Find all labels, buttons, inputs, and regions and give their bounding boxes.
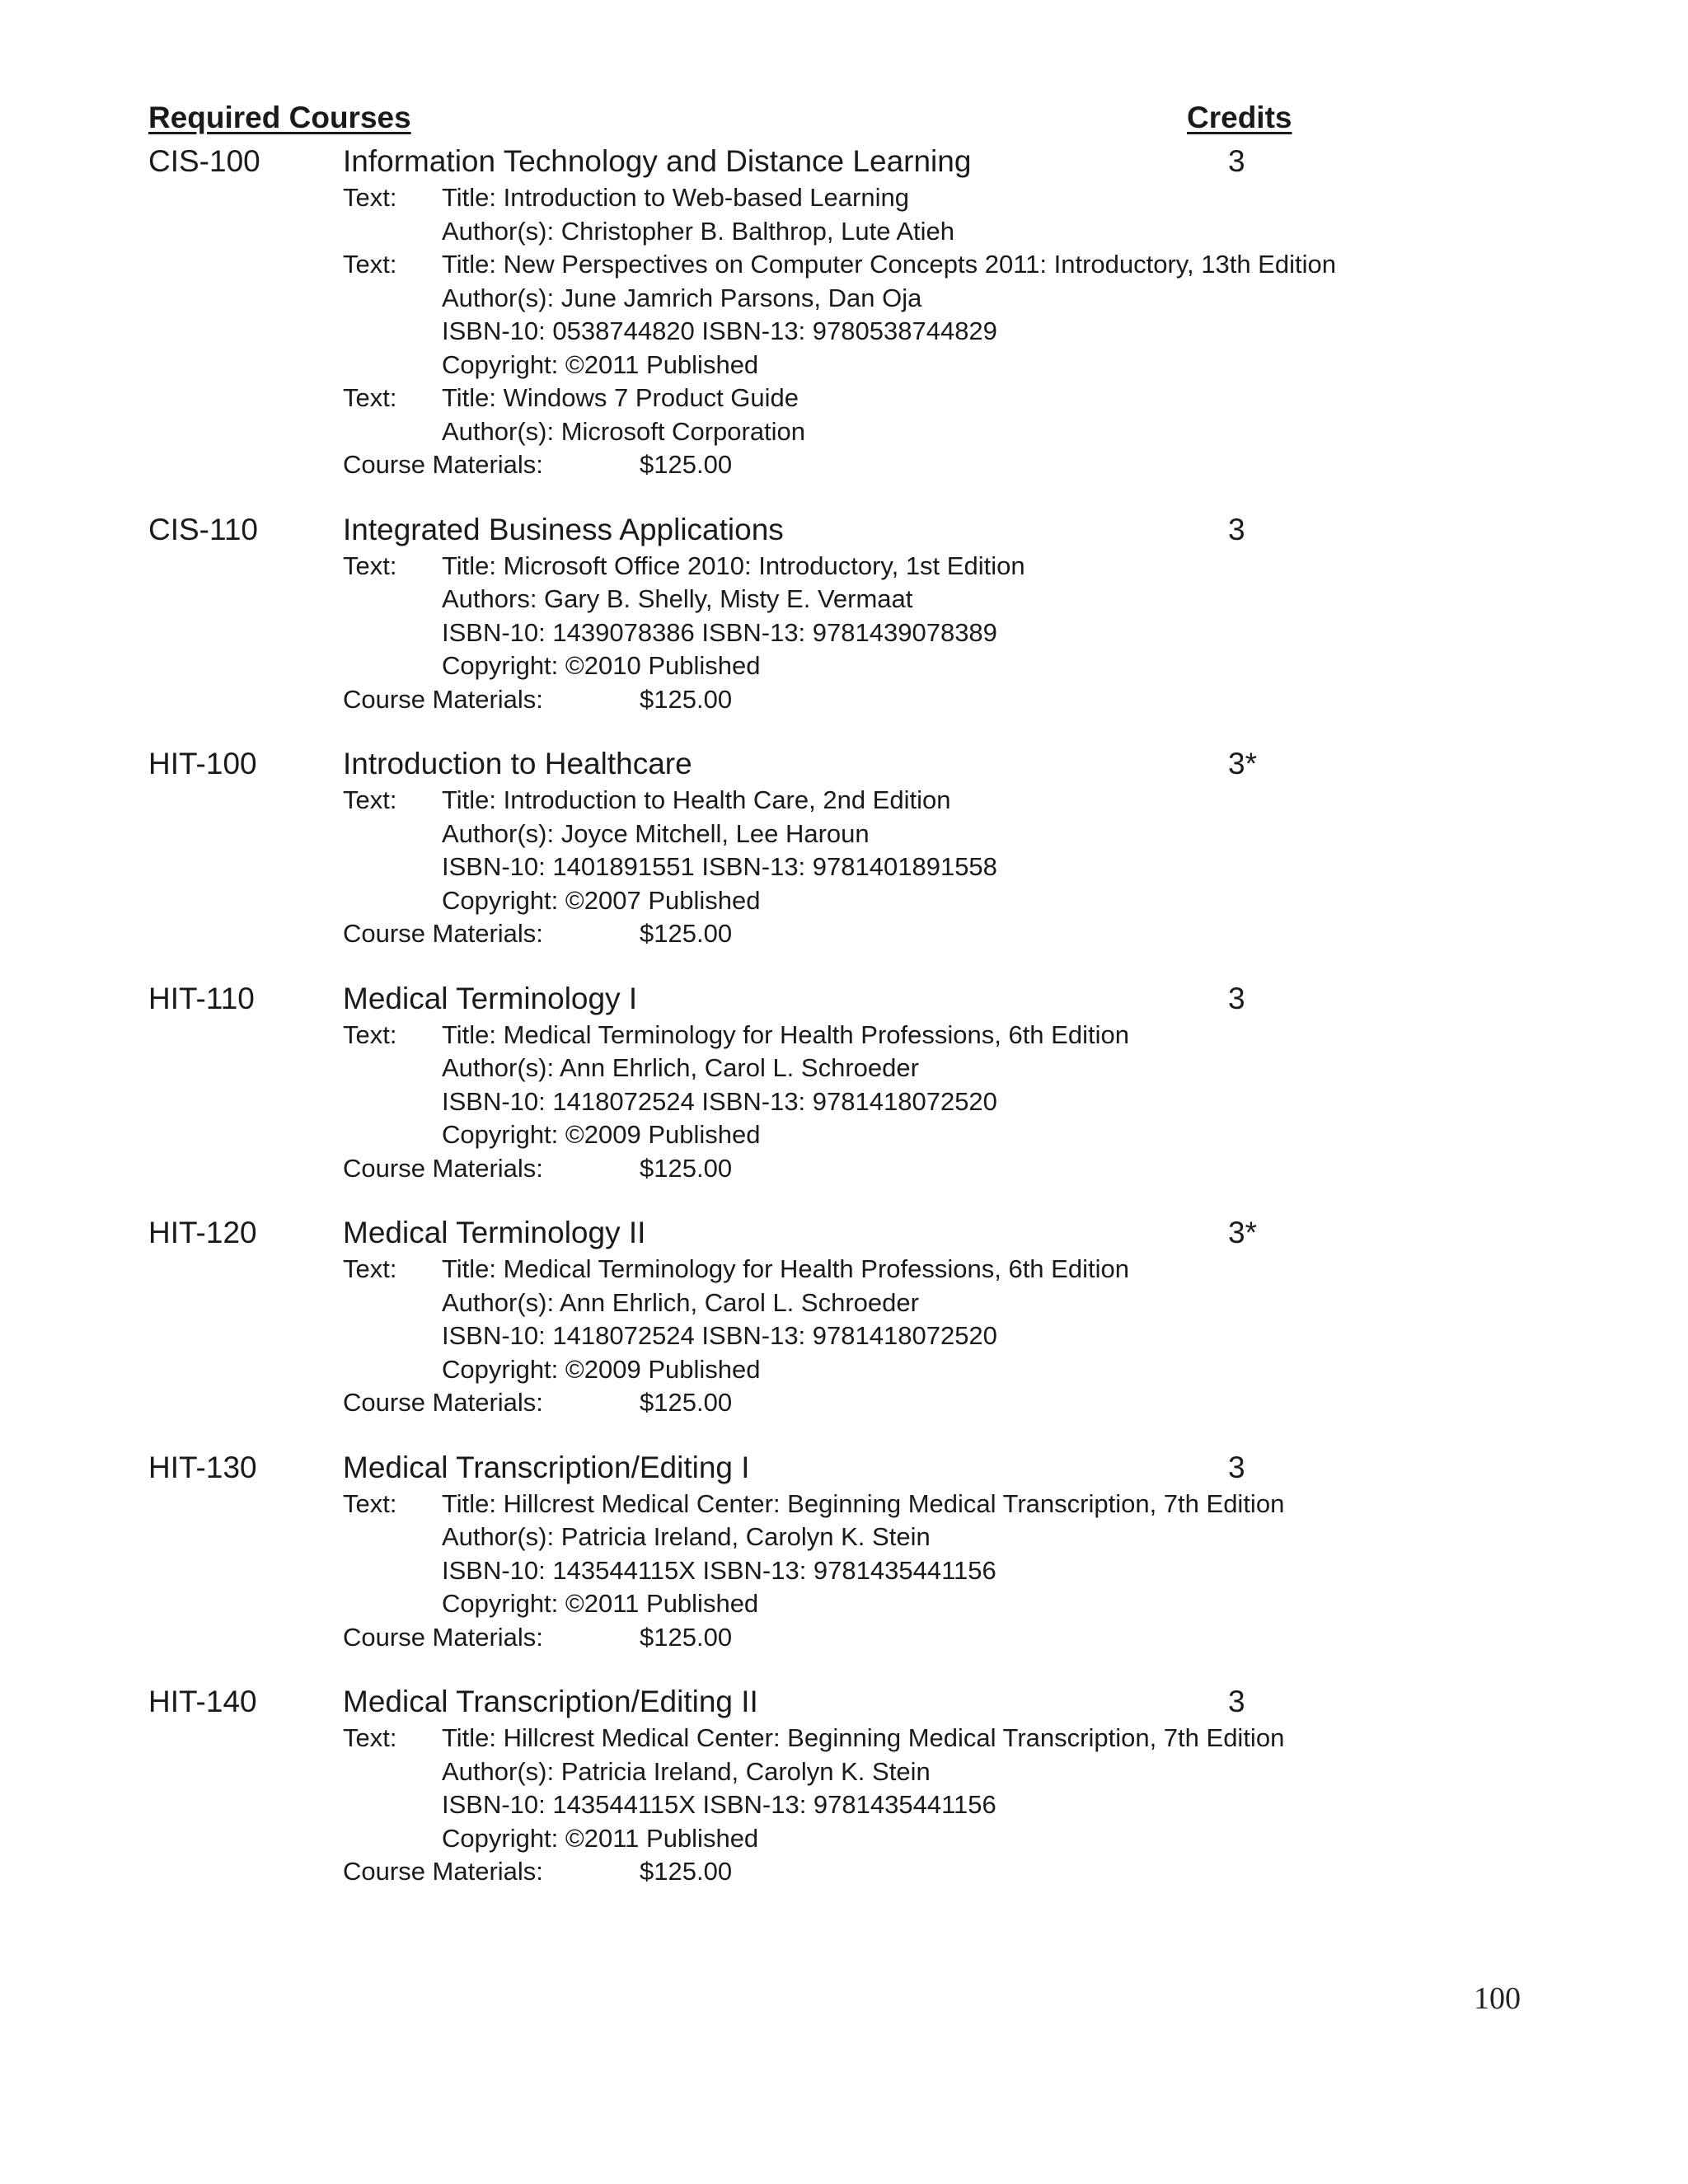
- textbook-detail: ISBN-10: 1401891551 ISBN-13: 9781401891558: [442, 852, 997, 881]
- textbook-line: [0, 1085, 1688, 1119]
- course-code: HIT-110: [148, 981, 255, 1015]
- course-materials-row: [0, 683, 1688, 717]
- course-title: Medical Terminology I: [343, 981, 638, 1015]
- course-header: [0, 744, 1688, 784]
- course-block: [0, 142, 1688, 482]
- textbook-detail: ISBN-10: 1439078386 ISBN-13: 9781439078389: [442, 617, 997, 647]
- course-title: Integrated Business Applications: [343, 512, 784, 546]
- course-materials-label: Course Materials:: [343, 1388, 543, 1417]
- course-code: CIS-100: [148, 144, 260, 178]
- textbook-line: [0, 1353, 1688, 1387]
- course-block: [0, 1448, 1688, 1655]
- course-block: [0, 1213, 1688, 1420]
- required-courses-heading: Required Courses: [148, 101, 411, 134]
- course-header: [0, 1682, 1688, 1722]
- course-materials-price: $125.00: [640, 919, 733, 948]
- course-materials-label: Course Materials:: [343, 1153, 543, 1183]
- textbook-line: [0, 1019, 1688, 1052]
- course-credits: 3: [1228, 144, 1245, 178]
- textbook-line: [0, 282, 1688, 316]
- course-title: Introduction to Healthcare: [343, 747, 692, 780]
- course-header: [0, 1213, 1688, 1253]
- textbook-line: [0, 415, 1688, 449]
- textbook-line: [0, 349, 1688, 382]
- course-code: HIT-130: [148, 1450, 257, 1484]
- course-materials-price: $125.00: [640, 684, 733, 714]
- textbook-detail: Author(s): Christopher B. Balthrop, Lute Atieh: [442, 216, 955, 246]
- text-label: Text:: [343, 785, 397, 814]
- text-label: Text:: [343, 1723, 397, 1752]
- course-title: Medical Transcription/Editing I: [343, 1450, 750, 1484]
- table-header: [0, 101, 1688, 138]
- textbook-line: [0, 550, 1688, 583]
- course-materials-price: $125.00: [640, 450, 733, 479]
- course-code: HIT-100: [148, 747, 257, 780]
- textbook-detail: Title: Medical Terminology for Health Professions, 6th Edition: [442, 1019, 1129, 1049]
- text-label: Text:: [343, 183, 397, 212]
- textbook-line: [0, 315, 1688, 349]
- course-materials-row: [0, 1152, 1688, 1186]
- course-title: Medical Terminology II: [343, 1216, 646, 1249]
- course-credits: 3*: [1228, 747, 1257, 780]
- course-code: CIS-110: [148, 512, 258, 546]
- textbook-detail: ISBN-10: 1418072524 ISBN-13: 9781418072520: [442, 1086, 997, 1116]
- textbook-detail: Author(s): Patricia Ireland, Carolyn K. Stein: [442, 1756, 931, 1786]
- course-materials-label: Course Materials:: [343, 684, 543, 714]
- textbook-detail: Author(s): Microsoft Corporation: [442, 416, 806, 446]
- textbook-line: [0, 382, 1688, 415]
- course-header: [0, 979, 1688, 1019]
- textbook-detail: Copyright: ©2011 Published: [442, 1823, 759, 1853]
- textbook-detail: Copyright: ©2011 Published: [442, 349, 759, 379]
- textbook-line: [0, 884, 1688, 918]
- textbook-detail: Author(s): Ann Ehrlich, Carol L. Schroeder: [442, 1053, 919, 1082]
- course-materials-row: [0, 1855, 1688, 1889]
- textbook-detail: ISBN-10: 143544115X ISBN-13: 9781435441156: [442, 1555, 996, 1585]
- textbook-line: [0, 851, 1688, 884]
- course-header: [0, 142, 1688, 181]
- textbook-detail: Copyright: ©2007 Published: [442, 885, 761, 915]
- textbook-line: [0, 649, 1688, 683]
- textbook-detail: ISBN-10: 143544115X ISBN-13: 9781435441156: [442, 1790, 996, 1819]
- course-materials-label: Course Materials:: [343, 1622, 543, 1652]
- textbook-detail: Title: Introduction to Health Care, 2nd Edition: [442, 785, 951, 814]
- credits-heading: Credits: [1187, 101, 1292, 134]
- course-header: [0, 1448, 1688, 1488]
- textbook-detail: Title: Introduction to Web-based Learning: [442, 183, 909, 212]
- textbook-detail: Title: Medical Terminology for Health Professions, 6th Edition: [442, 1254, 1129, 1283]
- textbook-line: [0, 1319, 1688, 1353]
- textbook-detail: Author(s): Ann Ehrlich, Carol L. Schroeder: [442, 1287, 919, 1317]
- course-credits: 3: [1228, 981, 1245, 1015]
- textbook-line: [0, 181, 1688, 215]
- textbook-detail: Authors: Gary B. Shelly, Misty E. Vermaat: [442, 584, 913, 613]
- textbook-line: [0, 1488, 1688, 1521]
- text-label: Text:: [343, 1254, 397, 1283]
- course-materials-row: [0, 1386, 1688, 1420]
- course-list: [0, 142, 1688, 1917]
- textbook-line: [0, 1722, 1688, 1755]
- course-block: [0, 744, 1688, 951]
- textbook-line: [0, 583, 1688, 616]
- course-materials-row: [0, 448, 1688, 482]
- textbook-detail: Title: Hillcrest Medical Center: Beginning Medical Transcription, 7th Edition: [442, 1488, 1285, 1518]
- textbook-line: [0, 1286, 1688, 1320]
- textbook-line: [0, 1554, 1688, 1588]
- text-label: Text:: [343, 551, 397, 580]
- textbook-line: [0, 1253, 1688, 1286]
- textbook-line: [0, 1521, 1688, 1554]
- text-label: Text:: [343, 1019, 397, 1049]
- textbook-detail: Copyright: ©2009 Published: [442, 1354, 761, 1384]
- textbook-line: [0, 1822, 1688, 1856]
- course-materials-price: $125.00: [640, 1153, 733, 1183]
- text-label: Text:: [343, 250, 397, 279]
- textbook-detail: Title: Windows 7 Product Guide: [442, 383, 799, 412]
- course-credits: 3: [1228, 1685, 1245, 1718]
- course-title: Medical Transcription/Editing II: [343, 1685, 758, 1718]
- course-materials-price: $125.00: [640, 1622, 733, 1652]
- text-label: Text:: [343, 383, 397, 412]
- textbook-detail: Copyright: ©2011 Published: [442, 1589, 759, 1618]
- course-block: [0, 510, 1688, 717]
- course-materials-price: $125.00: [640, 1857, 733, 1886]
- course-materials-row: [0, 1621, 1688, 1655]
- textbook-line: [0, 1052, 1688, 1085]
- course-credits: 3: [1228, 1450, 1245, 1484]
- textbook-detail: Author(s): Patricia Ireland, Carolyn K. Stein: [442, 1522, 931, 1551]
- textbook-line: [0, 784, 1688, 818]
- course-code: HIT-140: [148, 1685, 257, 1718]
- textbook-line: [0, 1788, 1688, 1822]
- page-number: 100: [1474, 1981, 1521, 2016]
- course-header: [0, 510, 1688, 550]
- textbook-line: [0, 215, 1688, 249]
- course-materials-label: Course Materials:: [343, 1857, 543, 1886]
- text-label: Text:: [343, 1488, 397, 1518]
- course-block: [0, 1682, 1688, 1889]
- textbook-line: [0, 1755, 1688, 1789]
- textbook-detail: Author(s): Joyce Mitchell, Lee Haroun: [442, 818, 870, 848]
- course-block: [0, 979, 1688, 1186]
- course-code: HIT-120: [148, 1216, 257, 1249]
- textbook-detail: Copyright: ©2009 Published: [442, 1120, 761, 1149]
- textbook-detail: ISBN-10: 1418072524 ISBN-13: 9781418072520: [442, 1321, 997, 1350]
- textbook-detail: ISBN-10: 0538744820 ISBN-13: 9780538744829: [442, 316, 997, 345]
- textbook-detail: Title: Hillcrest Medical Center: Beginning Medical Transcription, 7th Edition: [442, 1723, 1285, 1752]
- textbook-line: [0, 1587, 1688, 1621]
- course-materials-label: Course Materials:: [343, 450, 543, 479]
- textbook-line: [0, 248, 1688, 282]
- course-materials-row: [0, 917, 1688, 951]
- textbook-line: [0, 818, 1688, 851]
- textbook-line: [0, 1118, 1688, 1152]
- course-credits: 3: [1228, 512, 1245, 546]
- textbook-detail: Title: Microsoft Office 2010: Introductory, 1st Edition: [442, 551, 1025, 580]
- course-materials-price: $125.00: [640, 1388, 733, 1417]
- course-materials-label: Course Materials:: [343, 919, 543, 948]
- course-title: Information Technology and Distance Learning: [343, 144, 972, 178]
- textbook-detail: Author(s): June Jamrich Parsons, Dan Oja: [442, 283, 922, 312]
- textbook-detail: Copyright: ©2010 Published: [442, 651, 761, 680]
- textbook-line: [0, 616, 1688, 650]
- course-credits: 3*: [1228, 1216, 1257, 1249]
- textbook-detail: Title: New Perspectives on Computer Concepts 2011: Introductory, 13th Edition: [442, 250, 1336, 279]
